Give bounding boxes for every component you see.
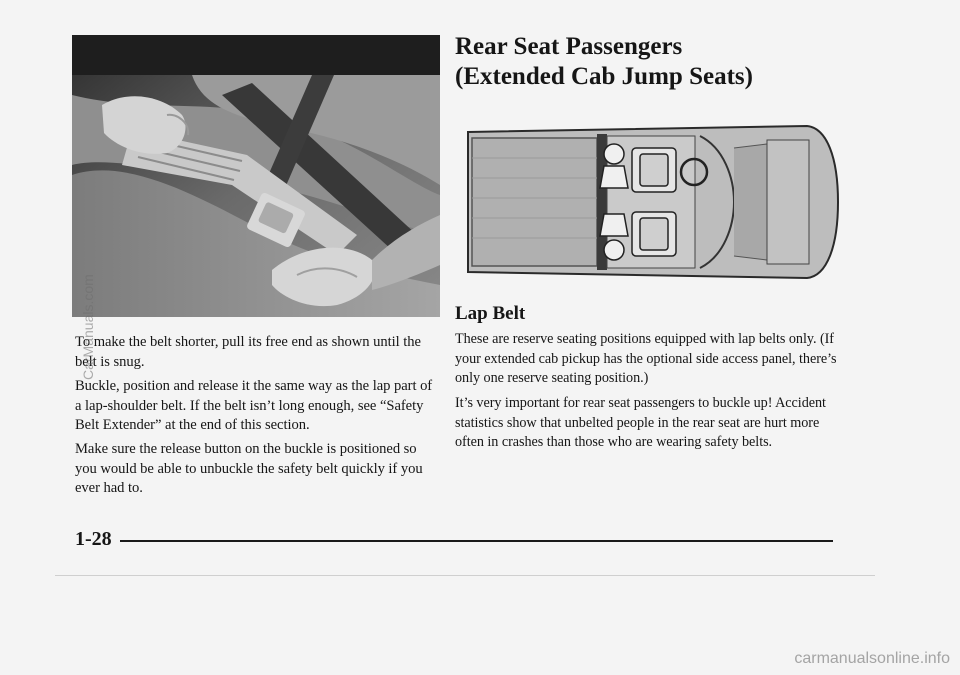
section-title	[455, 32, 753, 92]
extended-cab-seating-diagram	[462, 118, 842, 286]
site-watermark: carmanualsonline.info	[794, 650, 950, 667]
buckle-paragraph: Buckle, position and release it the same way as the lap part of a lap-shoulder belt. If the belt isn’t long enough, see “Safety Belt Extender” at the end of this section.	[75, 378, 433, 433]
vertical-watermark: CarManuals.com	[80, 274, 96, 380]
page-number: 1-28	[75, 528, 112, 550]
shorten-belt-paragraph: To make the belt shorter, pull its free end as shown until the belt is snug.	[75, 334, 421, 370]
reserve-seating-paragraph: These are reserve seating positions equipped with lap belts only. (If your extended cab pickup has the optional side access panel, there’s only one reserve seating position.)	[455, 331, 837, 386]
scan-edge-line	[55, 575, 875, 576]
release-button-paragraph: Make sure the release button on the buckle is positioned so you would be able to unbuckle the safety belt quickly if you ever had to.	[75, 441, 423, 496]
section-title-line1: Rear Seat Passengers	[455, 33, 683, 60]
buckle-up-paragraph: It’s very important for rear seat passengers to buckle up! Accident statistics show that unbelted people in the rear seat are hurt more often in crashes than those who are wearing safety belts.	[455, 395, 826, 450]
section-title-line2: (Extended Cab Jump Seats)	[455, 63, 753, 90]
lap-belt-adjust-photo	[72, 35, 440, 317]
footer-rule	[120, 540, 833, 542]
lap-belt-heading: Lap Belt	[455, 303, 526, 324]
